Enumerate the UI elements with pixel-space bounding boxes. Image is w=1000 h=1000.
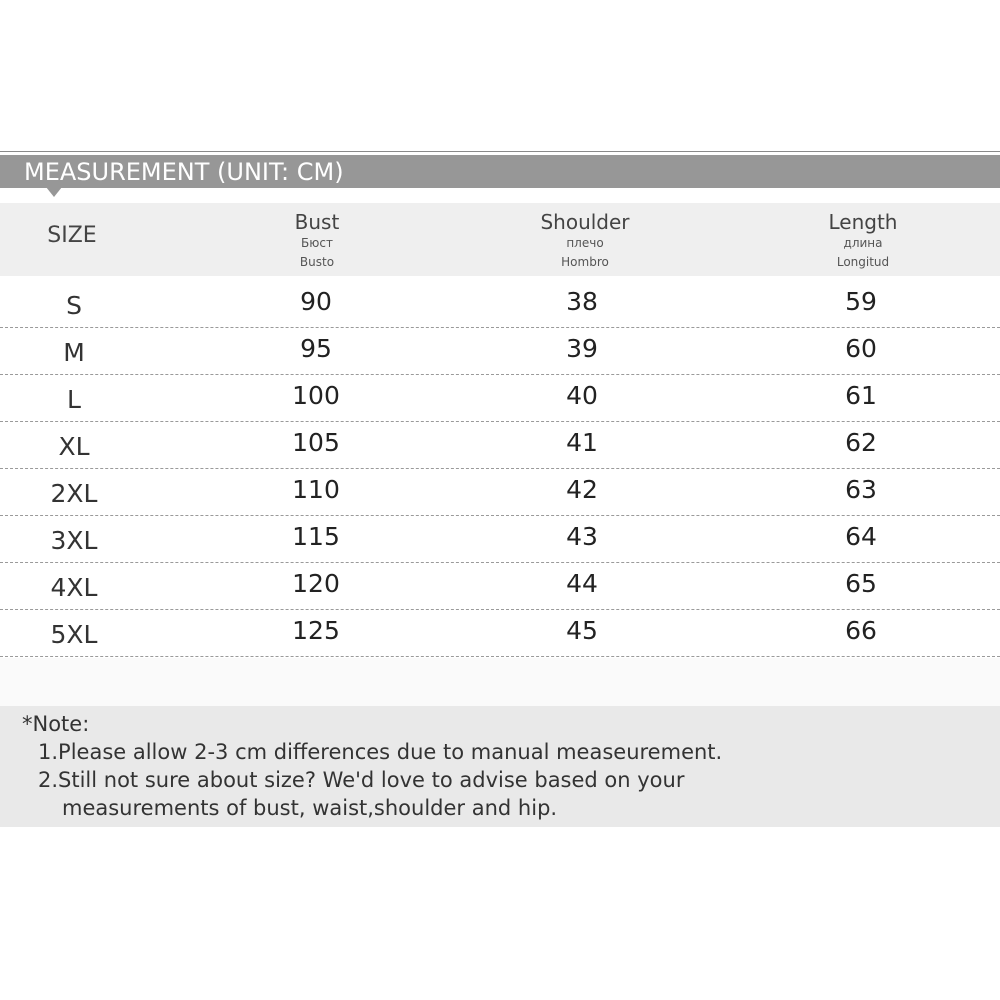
header-bust-ru: Бюст: [301, 236, 333, 250]
note-title: *Note:: [22, 712, 90, 736]
cell-bust: 95: [300, 334, 332, 363]
header-length-es: Longitud: [836, 255, 890, 269]
table-row: [0, 281, 1000, 328]
header-length-ru: длина: [843, 236, 883, 250]
header-size: SIZE: [47, 223, 97, 248]
cell-bust: 100: [292, 381, 340, 410]
note-line-1: 1.Please allow 2-3 cm differences due to manual measeurement.: [38, 740, 723, 764]
header-bust-en: Bust: [294, 210, 340, 234]
table-header: [0, 203, 1000, 276]
cell-length: 61: [845, 381, 877, 410]
cell-shoulder: 44: [566, 569, 598, 598]
table-row: [0, 563, 1000, 610]
table-row: [0, 422, 1000, 469]
header-length-en: Length: [828, 210, 898, 234]
size-table: [0, 281, 1000, 657]
table-row: [0, 516, 1000, 563]
header-shoulder-en: Shoulder: [540, 210, 630, 234]
table-row: [0, 610, 1000, 657]
cell-bust: 110: [292, 475, 340, 504]
header-bust: [217, 210, 417, 272]
cell-length: 65: [845, 569, 877, 598]
cell-size: M: [63, 338, 85, 367]
cell-shoulder: 43: [566, 522, 598, 551]
cell-bust: 120: [292, 569, 340, 598]
cell-size: 5XL: [50, 620, 98, 649]
table-footer-band: [0, 658, 1000, 706]
cell-size: S: [66, 291, 82, 320]
top-divider: [0, 151, 1000, 152]
note-box: [0, 706, 1000, 827]
cell-length: 62: [845, 428, 877, 457]
cell-length: 66: [845, 616, 877, 645]
cell-shoulder: 39: [566, 334, 598, 363]
header-shoulder-ru: плечо: [566, 236, 604, 250]
cell-bust: 125: [292, 616, 340, 645]
cell-bust: 90: [300, 287, 332, 316]
cell-shoulder: 42: [566, 475, 598, 504]
cell-bust: 105: [292, 428, 340, 457]
table-row: [0, 375, 1000, 422]
header-bust-es: Busto: [299, 255, 335, 269]
cell-size: L: [67, 385, 81, 414]
header-shoulder-es: Hombro: [561, 255, 609, 269]
table-row: [0, 469, 1000, 516]
cell-shoulder: 41: [566, 428, 598, 457]
cell-size: 2XL: [50, 479, 98, 508]
cell-bust: 115: [292, 522, 340, 551]
cell-length: 63: [845, 475, 877, 504]
title-pointer: [46, 187, 62, 197]
note-line-2: 2.Still not sure about size? We'd love to advise based on your: [38, 768, 685, 792]
header-shoulder: [485, 210, 685, 272]
note-line-3: measurements of bust, waist,shoulder and hip.: [62, 796, 558, 820]
cell-length: 64: [845, 522, 877, 551]
cell-size: XL: [58, 432, 90, 461]
title-bar: [0, 155, 1000, 188]
cell-shoulder: 38: [566, 287, 598, 316]
table-row: [0, 328, 1000, 375]
cell-size: 3XL: [50, 526, 98, 555]
cell-shoulder: 40: [566, 381, 598, 410]
cell-shoulder: 45: [566, 616, 598, 645]
cell-length: 60: [845, 334, 877, 363]
cell-length: 59: [845, 287, 877, 316]
header-length: [763, 210, 963, 272]
page-title: MEASUREMENT (UNIT: CM): [24, 158, 344, 186]
cell-size: 4XL: [50, 573, 98, 602]
